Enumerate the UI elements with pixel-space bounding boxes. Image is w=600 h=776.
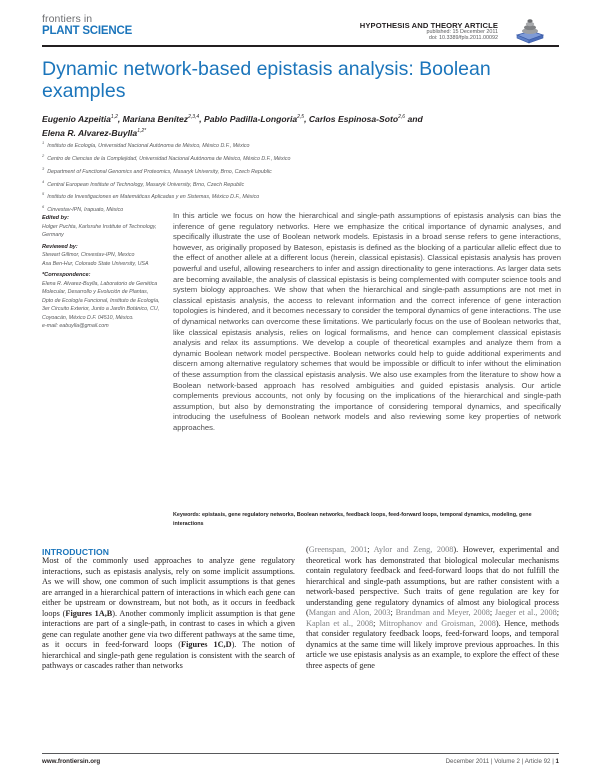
- journal-logo-line1: frontiers in: [42, 13, 93, 25]
- issue-info: December 2011 | Volume 2 | Article 92 |: [445, 758, 556, 765]
- affiliation-item: [42, 138, 562, 151]
- body-text: ). The notion of hierarchical and single-path gene regulation is consistent with the search of pathways or cascades rather than networks: [42, 640, 295, 671]
- affiliation-text: Central European Institute of Technology, Masaryk University, Brno, Czech Republic: [47, 181, 245, 188]
- author-separator: ,: [117, 113, 123, 124]
- affiliation-text: Instituto de Ecología, Universidad Nacional Autónoma de México, México D.F., México: [47, 142, 250, 149]
- citation-link[interactable]: Mitrophanov and Groisman, 2008: [379, 618, 496, 628]
- body-text: ;: [489, 608, 495, 618]
- affiliation-text: Department of Functional Genomics and Proteomics, Masaryk University, Brno, Czech Republic: [47, 168, 272, 175]
- page-number: 1: [555, 758, 559, 765]
- introduction-column-left: [42, 556, 295, 672]
- author-name[interactable]: Carlos Espinosa-Soto: [308, 113, 399, 124]
- author-affiliation-marker: 2,6: [398, 114, 406, 120]
- correspondence-label: *Correspondence:: [42, 272, 91, 278]
- reviewer: Stewart Gillmor, Cinvestav-IPN, Mexico: [42, 252, 135, 258]
- edited-by-block: [42, 214, 160, 240]
- author-name[interactable]: Eugenio Azpeitia: [42, 113, 111, 124]
- citation-link[interactable]: Kaplan et al., 2008: [306, 618, 374, 628]
- reviewed-by-label: Reviewed by:: [42, 243, 78, 250]
- body-text: ). However, experimental and theoretical work has demonstrated that biological molecular mechanisms contain regulatory feedback and feed-forward loops that do not fulfill the hierarchical and single-path assumptions, but are rather consistent with a network-based perspective. Such traits of gene regulation are key for understanding gene regulatory dynamics of almost any biological process (: [306, 545, 559, 618]
- affiliation-item: [42, 164, 562, 177]
- affiliation-text: Instituto de Investigaciones en Matemáticas Aplicadas y en Sistemas, México D.F., México: [47, 194, 260, 201]
- introduction-column-right: [306, 545, 559, 672]
- affiliation-number: 1: [42, 140, 45, 145]
- author-name[interactable]: Pablo Padilla-Longoria: [204, 113, 298, 124]
- body-text: ). Another commonly implicit assumption is that gene interactions are part of a single-path, in contrast to cases in which a given gene can regulate another gene via two different pathways at the same time, as it occurs in feed-forward loops (: [42, 608, 296, 650]
- published-date: published: 15 December 2011: [426, 29, 498, 36]
- edited-by-label: Edited by:: [42, 215, 70, 221]
- editor: Holger Puchta, Karlsruhe Institute of Technology, Germany: [42, 223, 157, 238]
- affiliation-list: [42, 138, 562, 215]
- affiliation-item: [42, 151, 562, 164]
- journal-url-link[interactable]: www.frontiersin.org: [42, 758, 101, 765]
- citation-link[interactable]: Mangan and Alon, 2003: [308, 608, 391, 618]
- body-text: ;: [373, 618, 380, 628]
- body-text: Most of the commonly used approaches to analyze gene regulatory interactions, such as epistasis analysis, rely on some implicit assumptions. As we will show, one common of such implicit assumptions is that genes are arranged in a hierarchical pattern of interactions in which each gene can either be upstream or downstream, but not both, as it occurs in feedback loops (: [42, 556, 295, 618]
- affiliation-number: 2: [42, 152, 45, 158]
- author-affiliation-marker: 2,5: [297, 114, 305, 120]
- plant-science-logo-icon: [515, 18, 545, 44]
- correspondence-email[interactable]: e-mail: eabuylla@gmail.com: [42, 323, 109, 329]
- affiliation-number: 3: [42, 165, 45, 171]
- article-type: HYPOTHESIS AND THEORY ARTICLE: [359, 21, 498, 30]
- affiliation-number: 5: [42, 191, 45, 197]
- article-title: Dynamic network-based epistasis analysis: Boolean examples: [42, 58, 491, 102]
- figure-reference-link[interactable]: Figures 1A,B: [65, 608, 113, 618]
- affiliation-item: [42, 177, 562, 190]
- body-text: ). Hence, methods that consider regulatory feedback loops, feed-forward loops, and temporal dynamics at the same time will likely improve previous approaches. In this article we use epistasis analysis as an example, to explore the effect of these three aspects of gene: [306, 618, 559, 671]
- body-text: ;: [556, 608, 560, 618]
- journal-logo-line2: PLANT SCIENCE: [42, 24, 133, 37]
- header-divider: [42, 45, 559, 47]
- body-text: ;: [390, 608, 396, 618]
- article-info: [360, 22, 498, 42]
- author-separator: and: [405, 113, 423, 124]
- correspondence-address: Elena R. Alvarez-Buylla, Laboratorio de Genética Molecular, Desarrollo y Evolución de Plantas, Dpto de Ecología Funcional, Instituto de Ecología, 3er Circuito Exterior, Junto a Jardín Botánico, CU, Coyoacán, México D.F. 04510, México.: [42, 280, 160, 321]
- editorial-sidebar: [42, 214, 160, 334]
- doi[interactable]: doi: 10.3389/fpls.2011.00092: [428, 35, 498, 42]
- affiliation-item: [42, 189, 562, 202]
- author-affiliation-marker: 2,3,4: [188, 114, 200, 120]
- abstract: In this article we focus on how the hierarchical and single-path assumptions of epistasis analysis can bias the inference of gene regulatory networks. Here we emphasize the critical importance of dynamic analyses, and specifically illustrate the use of Boolean network models. Epistasis in a broad sense refers to gene interactions, however, as originally proposed by Bateson, epistasis is defined as the blocking of a particular allelic effect due to the effect of another allele at a different locus (herein, classical epistasis). Classical epistasis analysis has proven powerful and useful, allowing researchers to infer and assign directionality to gene interactions. As larger data sets are becoming available, the analysis of classical epistasis is being complemented with computer science tools and system biology approaches. We show that when the hierarchical and single-path assumptions are not met in classical epistasis analysis, the access to relevant information and the correct inference of gene interaction topologies is hindered, and it becomes necessary to consider the temporal dynamics of gene interactions. The use of dynamical networks can overcome these limitations. We particularly focus on the use of Boolean networks that, like classical epistasis analysis, relies on logical formalisms, and hence can complement classical epistasis analysis and relax its assumptions. We develop a couple of theoretical examples and analyze them from a dynamic Boolean network model perspective. Boolean networks could help to guide additional experiments and discern among alternative regulatory schemes that would be impossible or difficult to infer without the elimination of these assumption from the classical epistasis analysis. We also use examples from the literature to show how a Boolean network-based approach has resolved ambiguities and guided epistasis analysis. Our article complements previous accounts, not only by focusing on the implications of the hierarchical and single-path assumption, but also by demonstrating the importance of considering temporal dynamics, and specifically introducing the usefulness of Boolean network models and also reviewing some key properties of network approaches.: [173, 211, 561, 432]
- affiliation-text: Cinvestav-IPN, Irapuato, México: [47, 207, 124, 214]
- author-affiliation-marker: 1,2*: [137, 127, 147, 134]
- reviewer: Asa Ben-Hur, Colorado State University, USA: [42, 260, 149, 267]
- footer-divider: [42, 753, 559, 754]
- reviewed-by-block: [42, 243, 160, 269]
- correspondence-block: [42, 271, 160, 331]
- affiliation-number: 4: [42, 178, 45, 184]
- author-name[interactable]: Elena R. Alvarez-Buylla: [42, 127, 138, 138]
- author-name[interactable]: Mariana Benítez: [122, 113, 189, 124]
- introduction-heading: INTRODUCTION: [42, 547, 110, 557]
- author-separator: ,: [304, 113, 309, 124]
- figure-reference-link[interactable]: Figures 1C,D: [181, 640, 232, 650]
- body-text: ;: [367, 545, 374, 554]
- footer-citation: [446, 758, 559, 765]
- citation-link[interactable]: Aylor and Zeng, 2008: [373, 545, 454, 554]
- body-text: (: [306, 545, 309, 554]
- keywords: Keywords: epistasis, gene regulatory networks, Boolean networks, feedback loops, feed-forward loops, temporal dynamics, modeling, gene interactions: [173, 512, 532, 527]
- citation-link[interactable]: Jaeger et al., 2008: [494, 608, 557, 618]
- author-separator: ,: [199, 113, 204, 124]
- author-list: [42, 111, 562, 139]
- citation-link[interactable]: Brandman and Meyer, 2008: [395, 608, 490, 618]
- affiliation-number: 6: [42, 204, 45, 210]
- journal-logo[interactable]: [42, 14, 132, 37]
- citation-link[interactable]: Greenspan, 2001: [308, 545, 368, 554]
- affiliation-text: Centro de Ciencias de la Complejidad, Universidad Nacional Autónoma de México, México D.F., México: [47, 155, 291, 162]
- author-affiliation-marker: 1,2: [110, 114, 118, 120]
